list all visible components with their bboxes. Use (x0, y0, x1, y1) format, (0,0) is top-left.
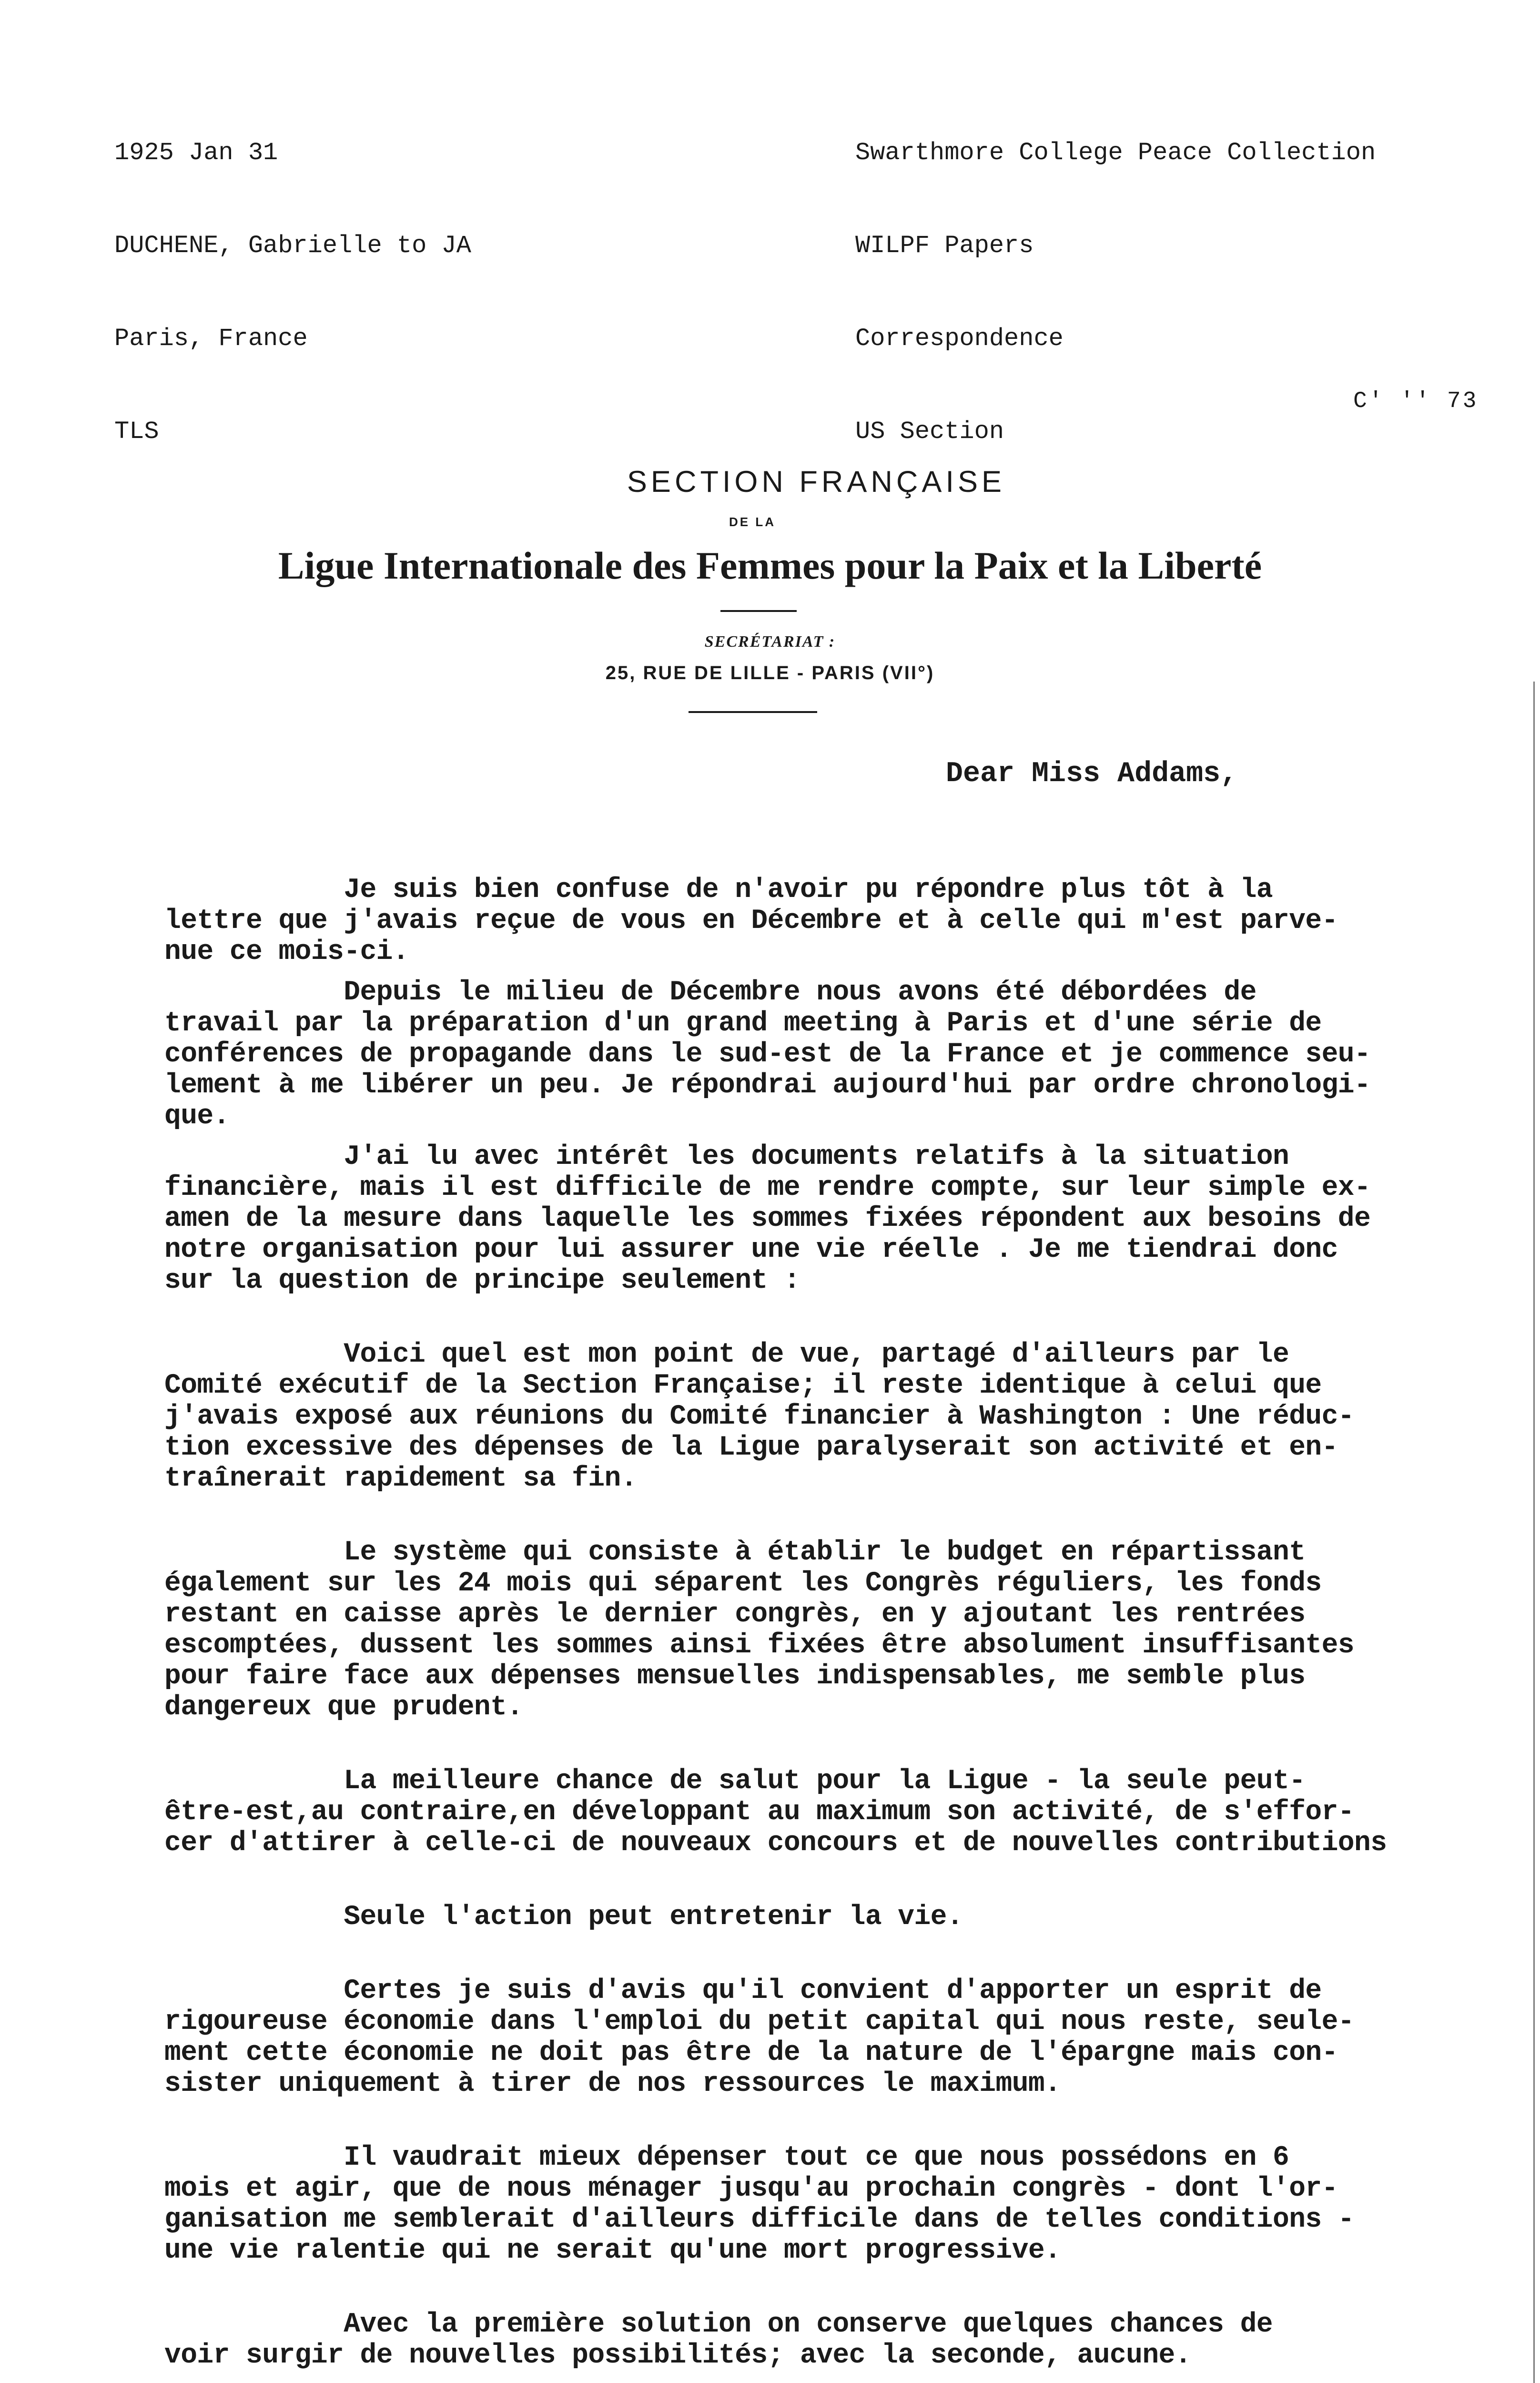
paragraph-5 (164, 1537, 1508, 1723)
text-line: Avec la première solution on conserve quelques chances de (164, 2309, 1273, 2340)
archive-label-left (114, 75, 471, 478)
text-line: j'avais exposé aux réunions du Comité financier à Washington : Une réduc- (164, 1401, 1355, 1432)
text-line: conférences de propagande dans le sud-est de la France et je commence seu- (164, 1039, 1371, 1070)
text-line: amen de la mesure dans laquelle les sommes fixées répondent aux besoins de (164, 1203, 1371, 1234)
letterhead-section-title: SECTION FRANÇAISE (627, 465, 1005, 499)
text-line: pour faire face aux dépenses mensuelles indispensables, me semble plus (164, 1661, 1306, 1692)
paragraph-10 (164, 2309, 1508, 2371)
text-line: Voici quel est mon point de vue, partagé d'ailleurs par le (164, 1339, 1289, 1370)
text-line: nue ce mois-ci. (164, 937, 409, 967)
archive-collection: Swarthmore College Peace Collection (855, 139, 1376, 167)
text-line: tion excessive des dépenses de la Ligue paralyserait son activité et en- (164, 1432, 1338, 1463)
letterhead-divider-bottom (689, 711, 817, 713)
scan-edge-line (1533, 682, 1535, 2383)
letterhead-organization-name: Ligue Internationale des Femmes pour la Paix et la Liberté (278, 544, 1262, 587)
archive-label-right (855, 75, 1376, 478)
letterhead-address: 25, RUE DE LILLE - PARIS (VII°) (605, 662, 935, 683)
paragraph-1 (164, 875, 1508, 967)
paragraph-3 (164, 1141, 1508, 1296)
paragraph-6 (164, 1766, 1508, 1859)
letter-body (164, 875, 1508, 2371)
text-line: restant en caisse après le dernier congrès, en y ajoutant les rentrées (164, 1599, 1306, 1630)
text-line: Je suis bien confuse de n'avoir pu répondre plus tôt à la (164, 875, 1273, 906)
text-line: mois et agir, que de nous ménager jusqu'au prochain congrès - dont l'or- (164, 2173, 1338, 2204)
text-line: Il vaudrait mieux dépenser tout ce que nous possédons en 6 (164, 2142, 1289, 2173)
text-line: sister uniquement à tirer de nos ressources le maximum. (164, 2068, 1061, 2099)
text-line: une vie ralentie qui ne serait qu'une mort progressive. (164, 2235, 1061, 2266)
archive-correspondents: DUCHENE, Gabrielle to JA (114, 232, 471, 260)
text-line: Comité exécutif de la Section Française; il reste identique à celui que (164, 1370, 1322, 1401)
text-line: Certes je suis d'avis qu'il convient d'apporter un esprit de (164, 1976, 1322, 2006)
text-line: notre organisation pour lui assurer une vie réelle . Je me tiendrai donc (164, 1234, 1338, 1265)
letterhead-divider-top (720, 610, 797, 612)
text-line: J'ai lu avec intérêt les documents relatifs à la situation (164, 1141, 1289, 1172)
text-line: traînerait rapidement sa fin. (164, 1463, 637, 1494)
text-line: Depuis le milieu de Décembre nous avons été débordées de (164, 977, 1256, 1008)
text-line: ganisation me semblerait d'ailleurs difficile dans de telles conditions - (164, 2204, 1355, 2235)
text-line: La meilleure chance de salut pour la Ligue - la seule peut- (164, 1766, 1306, 1797)
letterhead-de-la: DE LA (729, 515, 776, 529)
text-line: escomptées, dussent les sommes ainsi fixées être absolument insuffisantes (164, 1630, 1355, 1661)
text-line: dangereux que prudent. (164, 1692, 523, 1723)
text-line: également sur les 24 mois qui séparent les Congrès réguliers, les fonds (164, 1568, 1322, 1599)
archive-subseries: US Section (855, 418, 1004, 446)
text-line: être-est,au contraire,en développant au maximum son activité, de s'effor- (164, 1797, 1355, 1828)
folio-mark: C' '' 73 (1353, 388, 1479, 414)
text-line: ment cette économie ne doit pas être de la nature de l'épargne mais con- (164, 2037, 1338, 2068)
paragraph-4 (164, 1339, 1508, 1494)
text-line: que. (164, 1101, 230, 1132)
text-line: financière, mais il est difficile de me rendre compte, sur leur simple ex- (164, 1172, 1371, 1203)
text-line: Seule l'action peut entretenir la vie. (164, 1902, 963, 1933)
text-line: lement à me libérer un peu. Je répondrai aujourd'hui par ordre chronologi- (164, 1070, 1371, 1101)
text-line: rigoureuse économie dans l'emploi du petit capital qui nous reste, seule- (164, 2006, 1355, 2037)
archive-papers: WILPF Papers (855, 232, 1034, 260)
paragraph-7 (164, 1902, 1508, 1933)
paragraph-9 (164, 2142, 1508, 2266)
text-line: cer d'attirer à celle-ci de nouveaux concours et de nouvelles contributions (164, 1828, 1387, 1859)
paragraph-8 (164, 1976, 1508, 2099)
text-line: travail par la préparation d'un grand meeting à Paris et d'une série de (164, 1008, 1322, 1039)
archive-date: 1925 Jan 31 (114, 139, 278, 167)
salutation: Dear Miss Addams, (946, 758, 1238, 790)
archive-document-type: TLS (114, 418, 159, 446)
text-line: sur la question de principe seulement : (164, 1265, 800, 1296)
archive-series: Correspondence (855, 325, 1064, 353)
text-line: Le système qui consiste à établir le budget en répartissant (164, 1537, 1306, 1568)
archive-place: Paris, France (114, 325, 308, 353)
letterhead-secretariat-label: SECRÉTARIAT : (704, 633, 836, 651)
paragraph-2 (164, 977, 1508, 1132)
text-line: lettre que j'avais reçue de vous en Décembre et à celle qui m'est parve- (164, 906, 1338, 937)
text-line: voir surgir de nouvelles possibilités; avec la seconde, aucune. (164, 2340, 1191, 2371)
